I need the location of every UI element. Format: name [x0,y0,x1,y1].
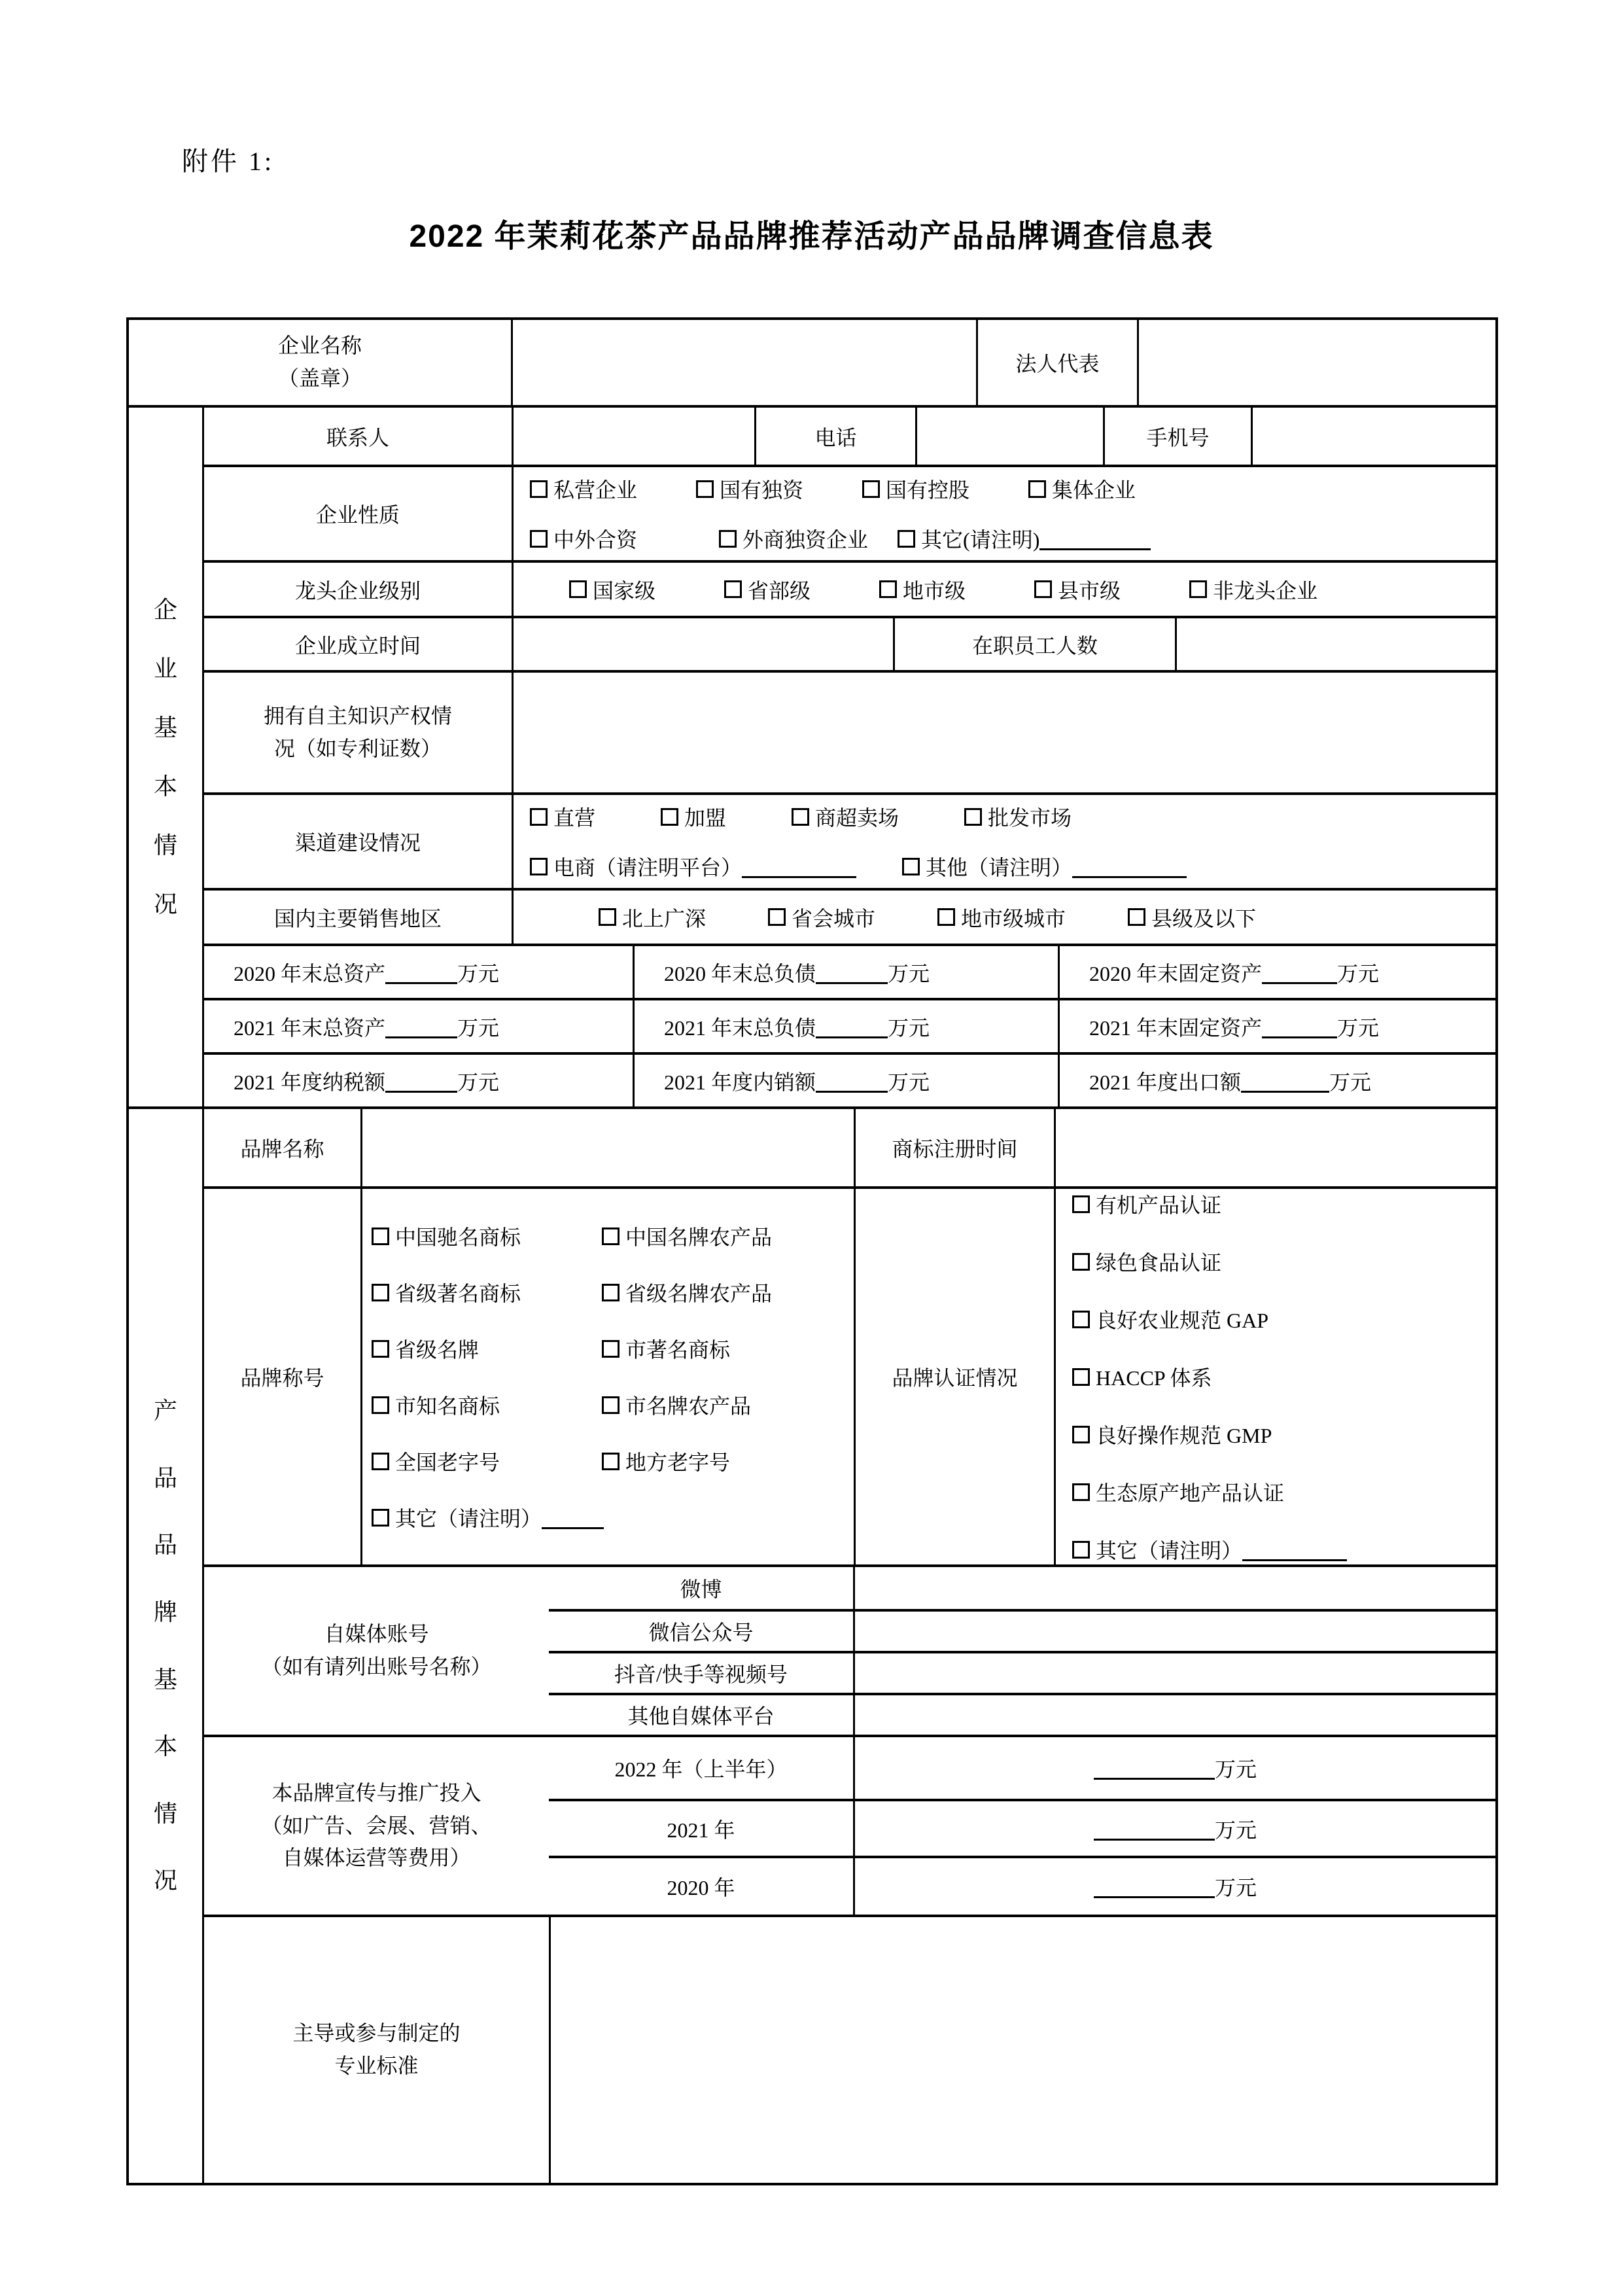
checkbox-label: 绿色食品认证 [1096,1251,1222,1275]
fill-in-blank[interactable] [385,1069,457,1093]
fill-in-blank[interactable] [385,961,457,984]
checkbox-label: 其他（请注明） [926,856,1073,879]
checkbox-option[interactable] [1072,1534,1347,1564]
checkbox-option[interactable] [530,851,856,881]
checkbox-option[interactable] [372,1277,602,1307]
promo-2020-label: 2020 年 [667,1876,735,1899]
fill-in-blank[interactable] [742,855,856,878]
financial-item: 2020 年末总资产 万元 [234,961,500,985]
enterprise-nature-label: 企业性质 [315,503,400,527]
checkbox-label: 批发市场 [988,806,1072,830]
checkbox-option[interactable] [1072,1362,1212,1392]
promo-2022-input: 万元 [853,1737,1495,1799]
checkbox[interactable] [1072,1426,1090,1443]
channel-options [512,795,1495,888]
checkbox-option[interactable] [602,1446,772,1476]
weibo-label: 微博 [680,1578,722,1601]
table-row [204,465,1495,560]
wechat-official-label: 微信公众号 [648,1621,754,1644]
checkbox-label: 县市级 [1058,578,1121,603]
mobile-label: 手机号 [1103,408,1251,465]
fill-in-blank[interactable] [1094,1756,1215,1780]
checkbox[interactable] [902,858,920,875]
checkbox-option[interactable] [1072,1477,1284,1507]
survey-form-table [126,317,1498,2185]
checkbox-option[interactable] [569,574,655,605]
brand-cert-options [1054,1189,1495,1564]
weibo-input[interactable] [853,1567,1495,1609]
checkbox-label: 地市级城市 [961,906,1066,930]
checkbox[interactable] [372,1396,389,1414]
checkbox-label: 良好操作规范 GMP [1096,1424,1272,1447]
checkbox[interactable] [661,808,678,826]
checkbox[interactable] [1072,1368,1090,1386]
financial-item: 2021 年末总资产 万元 [234,1016,500,1040]
checkbox[interactable] [372,1340,389,1358]
checkbox[interactable] [937,908,955,926]
checkbox-label: 中国驰名商标 [395,1226,521,1249]
checkbox[interactable] [1072,1483,1090,1501]
contact-label: 联系人 [326,425,389,450]
promo-2020-input: 万元 [853,1858,1495,1915]
checkbox-option[interactable] [1072,1419,1272,1449]
checkbox[interactable] [599,908,616,926]
checkbox[interactable] [372,1227,389,1245]
checkbox-option[interactable] [372,1390,602,1420]
checkbox-label: 市名牌农产品 [625,1394,752,1418]
checkbox-option[interactable] [898,523,1151,554]
checkbox[interactable] [530,480,548,498]
table-row [204,998,1495,1052]
checkbox-label: 市知名商标 [395,1394,500,1418]
checkbox-label: 市著名商标 [625,1338,731,1362]
checkbox-label: HACCP 体系 [1096,1366,1212,1390]
channel-label: 渠道建设情况 [294,831,421,855]
fill-in-blank[interactable] [1039,527,1151,550]
checkbox-label: 集体企业 [1052,478,1136,502]
checkbox-label: 非龙头企业 [1213,578,1318,603]
checkbox[interactable] [792,808,809,826]
table-row [204,944,1495,998]
promo-2022-label: 2022 年（上半年） [614,1757,788,1781]
legal-representative-label: 法人代表 [976,320,1137,405]
fill-in-blank[interactable] [385,1015,457,1038]
checkbox-option[interactable] [902,851,1187,881]
checkbox-label: 北上广深 [622,906,707,930]
checkbox[interactable] [602,1284,620,1301]
company-name-label: 企业名称 （盖章） [277,334,362,390]
financial-item: 2021 年度纳税额 万元 [234,1070,500,1094]
checkbox-label: 电商（请注明平台） [553,856,742,879]
checkbox-option[interactable] [602,1333,772,1364]
checkbox[interactable] [530,530,548,548]
checkbox[interactable] [1189,580,1207,598]
checkbox[interactable] [724,580,742,598]
fill-in-blank[interactable] [1242,1538,1347,1561]
table-row [129,320,1495,405]
standards-input[interactable] [549,1917,1495,2183]
checkbox-option[interactable] [937,902,1066,932]
checkbox[interactable] [768,908,786,926]
checkbox-label: 有机产品认证 [1096,1193,1222,1217]
checkbox-option[interactable] [768,902,875,932]
checkbox-label: 县级及以下 [1151,906,1257,930]
checkbox-option[interactable] [792,802,899,832]
checkbox-option[interactable] [862,474,969,504]
checkbox-option[interactable] [1072,1189,1221,1219]
table-row [204,888,1495,944]
table-row [204,1915,1495,2183]
checkbox-label: 其它(请注明) [921,528,1040,552]
checkbox[interactable] [530,858,548,875]
checkbox-option[interactable] [696,474,803,504]
ipr-label: 拥有自主知识产权情 况（如专利证数） [263,703,452,760]
staff-count-input[interactable] [1175,618,1495,670]
checkbox[interactable] [602,1396,620,1414]
checkbox[interactable] [1072,1541,1090,1559]
checkbox-label: 地市级 [903,578,966,603]
promotion-investment-label: 本品牌宣传与推广投入 （如广告、会展、营销、 自媒体运营等费用） [261,1781,492,1870]
fill-in-blank[interactable] [1241,1069,1329,1093]
staff-count-label: 在职员工人数 [893,618,1175,670]
checkbox[interactable] [602,1340,620,1358]
checkbox-option[interactable] [879,574,966,605]
sales-region-options [512,891,1495,944]
checkbox[interactable] [898,530,915,548]
douyin-kuaishou-label: 抖音/快手等视频号 [614,1663,788,1686]
section-product-brand [129,1106,1495,2183]
section-product-brand-label: 产 品 品 牌 基 本 情 况 [153,1398,177,1894]
checkbox-option[interactable] [719,523,868,554]
checkbox-option[interactable] [661,802,726,832]
brand-cert-label: 品牌认证情况 [854,1189,1054,1564]
checkbox-option[interactable] [1034,574,1121,605]
brand-name-input[interactable] [360,1109,854,1186]
checkbox[interactable] [602,1453,620,1470]
checkbox-label: 国家级 [593,578,656,603]
fill-in-blank[interactable] [1094,1817,1215,1841]
checkbox-option[interactable] [1128,902,1256,932]
checkbox[interactable] [1034,580,1052,598]
checkbox[interactable] [569,580,587,598]
wechat-official-input[interactable] [853,1612,1495,1651]
checkbox[interactable] [1028,480,1046,498]
checkbox-label: 良好农业规范 GAP [1096,1309,1269,1332]
checkbox-option[interactable] [602,1221,772,1251]
financial-item: 2021 年末固定资产 万元 [1058,1000,1495,1052]
attachment-label: 附件 1: [182,147,275,176]
checkbox-label: 外商独资企业 [742,528,869,552]
checkbox-label: 省级名牌 [395,1338,480,1362]
checkbox-label: 直营 [553,806,596,830]
checkbox[interactable] [372,1509,389,1527]
checkbox-label: 其它（请注明） [395,1507,542,1530]
fill-in-blank[interactable] [816,1069,888,1093]
checkbox-label: 中外合资 [553,528,638,552]
checkbox-label: 国有独资 [720,478,804,502]
table-row [204,616,1495,670]
checkbox-option[interactable] [1072,1246,1221,1277]
checkbox-option[interactable] [602,1390,772,1420]
leading-enterprise-level-options [512,563,1495,616]
table-row [204,792,1495,888]
social-media-label: 自媒体账号 （如有请列出账号名称） [261,1622,492,1678]
contact-input[interactable] [512,408,754,465]
checkbox-label: 省会城市 [792,906,876,930]
standards-label: 主导或参与制定的 专业标准 [292,2021,461,2077]
checkbox[interactable] [1128,908,1145,926]
other-platform-input[interactable] [853,1695,1495,1735]
checkbox[interactable] [372,1453,389,1470]
checkbox-option[interactable] [1028,474,1136,504]
checkbox-option[interactable] [372,1502,602,1532]
brand-title-label: 品牌称号 [240,1366,324,1390]
table-row [204,408,1495,465]
section-enterprise-basic-label: 企 业 基 本 情 况 [153,597,177,917]
fill-in-blank[interactable] [1072,855,1187,878]
trademark-reg-time-input[interactable] [1054,1109,1495,1186]
company-name-input[interactable] [511,320,976,405]
sales-region-label: 国内主要销售地区 [273,906,442,930]
phone-input[interactable] [915,408,1103,465]
checkbox[interactable] [879,580,897,598]
checkbox-option[interactable] [599,902,706,932]
checkbox-label: 省级名牌农产品 [625,1282,773,1305]
checkbox[interactable] [719,530,737,548]
fill-in-blank[interactable] [1094,1875,1215,1898]
checkbox[interactable] [696,480,714,498]
promo-2021-input: 万元 [853,1801,1495,1856]
financial-item: 2021 年末总负债 万元 [633,1000,1058,1052]
checkbox[interactable] [1072,1195,1090,1213]
founding-time-label: 企业成立时间 [294,633,421,658]
checkbox[interactable] [372,1284,389,1301]
fill-in-blank[interactable] [542,1506,604,1529]
checkbox-option[interactable] [724,574,811,605]
financial-item: 2021 年度内销额 万元 [633,1055,1058,1106]
checkbox-option[interactable] [530,523,637,554]
checkbox-option[interactable] [530,474,637,504]
checkbox-label: 省级著名商标 [395,1282,521,1305]
checkbox[interactable] [1072,1253,1090,1271]
leading-enterprise-level-label: 龙头企业级别 [294,578,421,603]
checkbox-label: 私营企业 [553,478,638,502]
promo-2021-label: 2021 年 [667,1818,735,1842]
financial-item: 2020 年末固定资产 万元 [1058,946,1495,998]
fill-in-blank[interactable] [816,961,888,984]
checkbox-label: 国有控股 [886,478,970,502]
brand-title-options [360,1189,854,1564]
enterprise-nature-options [512,467,1495,560]
financial-item: 2020 年末总负债 万元 [633,946,1058,998]
table-row [204,1052,1495,1106]
checkbox[interactable] [602,1227,620,1245]
checkbox-label: 商超卖场 [815,806,899,830]
checkbox[interactable] [862,480,880,498]
checkbox[interactable] [530,808,548,826]
checkbox-option[interactable] [372,1333,602,1364]
checkbox-option[interactable] [372,1221,602,1251]
checkbox-option[interactable] [1189,574,1318,605]
fill-in-blank[interactable] [1262,961,1337,984]
checkbox-option[interactable] [964,802,1072,832]
table-row [204,1735,1495,1915]
checkbox-option[interactable] [1072,1304,1268,1334]
checkbox-label: 中国名牌农产品 [625,1226,773,1249]
fill-in-blank[interactable] [816,1015,888,1038]
table-row [204,1109,1495,1186]
douyin-kuaishou-input[interactable] [853,1653,1495,1693]
checkbox-label: 省部级 [748,578,811,603]
fill-in-blank[interactable] [1262,1015,1337,1038]
mobile-input[interactable] [1251,408,1495,465]
table-row [204,670,1495,792]
ipr-input[interactable] [512,673,1495,792]
financial-item: 2021 年度出口额 万元 [1058,1055,1495,1106]
table-row [204,560,1495,616]
checkbox-label: 加盟 [684,806,727,830]
checkbox-option[interactable] [372,1446,602,1476]
checkbox-label: 生态原产地产品认证 [1096,1481,1285,1505]
phone-label: 电话 [754,408,915,465]
checkbox[interactable] [1072,1311,1090,1328]
checkbox-option[interactable] [530,802,595,832]
section-enterprise-basic [129,405,1495,1106]
founding-time-input[interactable] [512,618,893,670]
checkbox-label: 全国老字号 [395,1451,500,1474]
other-platform-label: 其他自媒体平台 [627,1704,775,1728]
checkbox-option[interactable] [602,1277,772,1307]
legal-representative-input[interactable] [1137,320,1495,405]
checkbox[interactable] [964,808,982,826]
table-row [204,1186,1495,1564]
brand-name-label: 品牌名称 [240,1137,324,1161]
checkbox-label: 其它（请注明） [1096,1539,1243,1563]
checkbox-label: 地方老字号 [625,1451,731,1474]
page-title: 2022 年茉莉花茶产品品牌推荐活动产品品牌调查信息表 [409,219,1214,254]
table-row [204,1564,1495,1735]
trademark-reg-time-label: 商标注册时间 [854,1109,1054,1186]
